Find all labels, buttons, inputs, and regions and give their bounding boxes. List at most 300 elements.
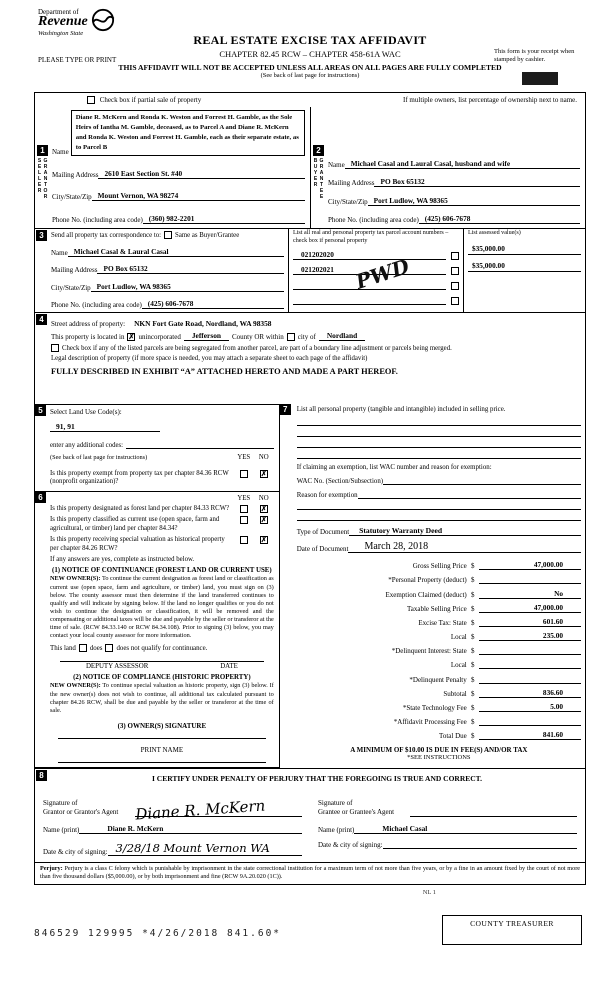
grantee-word: GRANTEE: [318, 158, 325, 200]
parties-section: [35, 107, 585, 229]
segregated-row: [51, 344, 579, 352]
fee-value[interactable]: [479, 574, 581, 584]
grantor-signature-row: [43, 787, 302, 824]
revenue-swirl-icon: [91, 8, 115, 32]
q2-yes-cell: [234, 516, 254, 524]
nonprofit-no-checkbox[interactable]: ✗: [260, 471, 267, 478]
city-of-label: city of: [297, 333, 316, 341]
signature-columns: [35, 785, 585, 858]
s5-yes-no-header: [234, 454, 274, 461]
county-treasurer-box: COUNTY TREASURER: [442, 915, 582, 945]
reason-extra-line-1[interactable]: [297, 500, 581, 510]
dollar-sign: $: [471, 618, 475, 627]
tax-correspondence-section: [35, 229, 585, 313]
dollar-sign: $: [471, 576, 475, 585]
buyer-grantee-label: [313, 158, 325, 200]
parcel-numbers-header: List all real and personal property tax parcel account numbers – check box if personal property: [293, 230, 449, 244]
grantor-signature-field[interactable]: [134, 787, 302, 824]
buyer-city-value[interactable]: Port Ludlow, WA 98365: [368, 196, 580, 206]
fee-row-gross: [297, 556, 581, 570]
county-value[interactable]: Jefferson: [184, 331, 229, 341]
deputy-assessor-labels: [50, 663, 274, 670]
nonprofit-answers: [234, 470, 274, 478]
additional-codes-row: [50, 438, 274, 449]
located-in-label: This property is located in: [51, 333, 125, 341]
seller-phone-value[interactable]: (360) 982-2201: [143, 214, 305, 224]
assessed-values-header: List assessed value(s): [468, 230, 521, 236]
fee-label: Local: [450, 661, 467, 670]
grantee-date-city-value[interactable]: [383, 848, 577, 849]
logo-revenue: Revenue: [38, 14, 88, 29]
section-1-number: 1: [37, 145, 48, 156]
type-of-document-label: Type of Document: [296, 527, 350, 536]
forest-no-checkbox[interactable]: ✗: [260, 506, 267, 513]
seller-side-tab: [35, 107, 50, 228]
city-value[interactable]: Nordland: [319, 331, 365, 341]
seller-city-value[interactable]: Mount Vernon, WA 98274: [92, 191, 305, 201]
located-in-row: [51, 331, 579, 341]
forest-land-answers: [234, 505, 274, 513]
fee-value[interactable]: 235.00: [479, 631, 581, 641]
forest-land-question: Is this property designated as forest land per chapter 84.33 RCW?: [50, 505, 230, 512]
grantor-word: GRANTOR: [42, 158, 49, 200]
s6-yes-no-header: [234, 495, 274, 502]
seller-name-value[interactable]: Diane R. McKern and Ronda K. Weston and Forrest H. Gamble, as the Sole Heirs of Iantha M. Gamble, deceased, as to Parcel A and Diane R. McKern and Ronda K. Weston and Forrest H. Gamble, each as their separate estate, as to Parcel B: [71, 110, 305, 156]
land-use-codes-value[interactable]: 91, 91: [50, 422, 160, 432]
nonprofit-question: Is this property exempt from property tax per chapter 84.36 RCW (nonprofit organization)?: [50, 470, 229, 486]
type-or-print-label: PLEASE TYPE OR PRINT: [38, 56, 117, 64]
corr-city-label: City/State/Zip: [51, 283, 91, 292]
fee-value[interactable]: [479, 716, 581, 726]
grantor-signature-column: [35, 785, 310, 858]
dollar-sign: $: [471, 661, 475, 670]
parcel-row-4: [293, 295, 459, 305]
dollar-sign: $: [471, 604, 475, 613]
reason-extra-line-2[interactable]: [297, 511, 581, 521]
unincorporated-label: unincorporated: [138, 333, 181, 341]
fee-table: [297, 556, 581, 740]
fee-label: *Delinquent Penalty: [409, 675, 467, 684]
land-use-section: [35, 404, 280, 492]
county-or-label: County OR within: [232, 333, 284, 341]
section-4-number: 4: [36, 314, 47, 325]
notice1-text: To continue the current designation as forest land or classification as current use (open space, farm and agriculture, or timber) land, you must sign on (3) below. The county assessor must then determine if the land transferred continues to qualify and will indicate by signing below. If the land no longer qualifies or you do not wish to continue the designation or classification, it will be removed and the compensating or additional taxes will be due and payable by the seller or transferor at the time of sale. (RCW 84.33.140 or RCW 84.34.108). Prior to signing (3) below, you may contact your local county assessor for more information.: [50, 575, 274, 640]
nonprofit-yes-checkbox[interactable]: [240, 470, 248, 478]
partial-sale-checkbox[interactable]: [87, 96, 95, 104]
grantee-sig-label-2: Grantee or Grantee's Agent: [318, 808, 395, 817]
fee-row-processing-fee: [297, 712, 581, 726]
grantee-signature-label: [318, 799, 410, 817]
seller-grantor-label: [37, 158, 49, 200]
fee-label: Gross Selling Price: [412, 562, 467, 571]
s5-yes-header: YES: [237, 454, 251, 462]
see-back-note: (See back of last page for instructions): [260, 72, 360, 79]
type-of-document-row: [297, 526, 581, 536]
fee-value[interactable]: 836.60: [479, 688, 581, 698]
corr-mailing-value[interactable]: PO Box 65132: [97, 264, 284, 274]
q1-yes-cell: [234, 505, 254, 513]
wac-label: WAC No. (Section/Subsection): [296, 477, 384, 485]
fee-label: Excise Tax: State: [418, 618, 467, 627]
corr-phone-label: Phone No. (including area code): [51, 301, 142, 309]
buyer-city-row: [328, 196, 580, 206]
form-header: [34, 6, 586, 92]
s5-see-back-note: (See back of last page for instructions): [50, 454, 148, 462]
street-address-label: Street address of property:: [51, 320, 126, 328]
personal-property-label: List all personal property (tangible and intangible) included in selling price.: [296, 406, 506, 413]
fee-value[interactable]: [479, 674, 581, 684]
perjury-notice: [35, 862, 585, 884]
wac-row: [297, 474, 581, 485]
fee-row-personal-property: [297, 570, 581, 584]
fee-value[interactable]: [479, 645, 581, 655]
notice-continuance-title: (1) NOTICE OF CONTINUANCE (FOREST LAND OR CURRENT USE): [52, 567, 272, 575]
historic-answers: [234, 536, 274, 544]
send-correspondence-row: [51, 231, 284, 239]
dollar-sign: $: [471, 633, 475, 642]
parcel-row-1: [293, 250, 459, 260]
multiple-owners-note: If multiple owners, list percentage of ownership next to name.: [403, 96, 577, 104]
historic-no-checkbox[interactable]: ✗: [260, 537, 267, 545]
same-as-buyer-checkbox[interactable]: [164, 231, 172, 239]
fee-row-delinquent-interest-state: [297, 641, 581, 655]
grantor-signature-script: Diane R. McKern: [134, 796, 266, 824]
grantee-date-city-row: [318, 841, 577, 849]
selling-price-section: [280, 404, 585, 768]
personal-property-line-4[interactable]: [297, 449, 581, 459]
reason-field[interactable]: [358, 489, 581, 499]
handwritten-initials: PWD: [352, 254, 413, 295]
wac-field[interactable]: [383, 475, 581, 485]
deputy-date-label: DATE: [220, 663, 238, 671]
street-address-row: [51, 319, 579, 328]
fee-label: *State Technology Fee: [402, 704, 467, 713]
buyer-name-row: [328, 159, 580, 169]
section-3-number: 3: [36, 230, 47, 241]
section-2-number: 2: [313, 145, 324, 156]
current-use-question-row: [50, 516, 274, 533]
page-footer: [34, 885, 586, 949]
partial-sale-label: Check box if partial sale of property: [99, 95, 202, 104]
seller-mailing-value[interactable]: 2610 East Section St. #40: [98, 169, 305, 179]
form-body: [34, 92, 586, 885]
grantee-name-print-value[interactable]: Michael Casal: [354, 824, 577, 834]
grantee-signature-field[interactable]: [410, 787, 577, 817]
current-use-no-checkbox[interactable]: ✗: [260, 517, 267, 525]
dollar-sign: $: [471, 562, 475, 571]
continuance-line: [50, 644, 274, 652]
dollar-sign: $: [471, 704, 475, 713]
does-checkbox[interactable]: [79, 644, 87, 652]
s5-no-header: NO: [258, 454, 269, 462]
partial-sale-row: [35, 93, 585, 107]
left-column: [35, 404, 280, 768]
fee-row-technology-fee: [297, 698, 581, 712]
cashier-stamp-mark: [522, 72, 558, 85]
buyer-mailing-label: Mailing Address: [328, 179, 375, 187]
buyer-side-tab: [311, 107, 326, 228]
grantor-sig-label-2: Grantor or Grantor's Agent: [43, 808, 119, 817]
reason-label: Reason for exemption: [296, 491, 358, 499]
buyer-spacer: [328, 110, 580, 150]
fee-row-subtotal: [297, 684, 581, 698]
fee-label: Local: [450, 633, 467, 642]
parcel-4-personal-checkbox[interactable]: [451, 297, 459, 305]
city-checkbox[interactable]: [287, 333, 295, 341]
property-location-section: [35, 313, 585, 380]
buyer-section: [310, 107, 585, 228]
send-correspondence-label: Send all property tax correspondence to:: [51, 231, 162, 239]
same-as-buyer-label: Same as Buyer/Grantee: [175, 231, 240, 239]
date-of-document-row: [297, 541, 581, 553]
does-not-checkbox[interactable]: [105, 644, 113, 652]
nonprofit-yes-cell: [234, 470, 254, 478]
continuance-pre: This land: [50, 644, 76, 652]
additional-codes-label: enter any additional codes:: [50, 441, 124, 449]
grantee-name-print-row: [318, 824, 577, 834]
historic-question-row: [50, 536, 274, 553]
perjury-lead: Perjury:: [40, 864, 63, 872]
s6-yes-header: YES: [237, 495, 251, 502]
seller-fields: [50, 107, 310, 228]
additional-codes-field[interactable]: [126, 439, 274, 449]
certify-statement: I CERTIFY UNDER PENALTY OF PERJURY THAT THE FOREGOING IS TRUE AND CORRECT.: [151, 773, 482, 783]
grantor-signature-label: [43, 799, 135, 817]
grantor-date-city-script: 3/28/18 Mount Vernon WA: [115, 840, 270, 855]
corr-mailing-row: [51, 264, 284, 274]
grantor-name-print-row: [43, 824, 302, 834]
minimum-due-note: A MINIMUM OF $10.00 IS DUE IN FEE(S) AND/OR TAX: [350, 746, 528, 755]
perjury-body: Perjury is a class C felony which is punishable by imprisonment in the state correctional institution for a maximum term of not more than five years, or by a fine in an amount fixed by the court of not more than five thousand dollars ($5,000.00), or by both imprisonment and fine (RCW 9A.20.020 (1C)).: [40, 864, 580, 880]
dollar-sign: $: [471, 590, 475, 599]
assessed-value-1[interactable]: $35,000.00: [468, 244, 581, 255]
legal-description-value[interactable]: FULLY DESCRIBED IN EXHIBIT “A” ATTACHED HERETO AND MADE A PART HEREOF.: [51, 367, 398, 376]
correspondence-column: [35, 229, 288, 312]
q1-no-cell: [254, 505, 274, 513]
section-7-number: 7: [280, 404, 291, 415]
does-not-label: does not qualify for continuance.: [116, 644, 208, 652]
fee-value[interactable]: No: [479, 589, 581, 599]
fee-value[interactable]: [479, 659, 581, 669]
forest-land-question-row: [50, 505, 274, 513]
corr-mailing-label: Mailing Address: [51, 266, 98, 274]
buyer-phone-label: Phone No. (including area code): [328, 216, 419, 224]
dollar-sign: $: [471, 732, 475, 741]
fee-label: Subtotal: [443, 689, 467, 698]
section-6-number: 6: [35, 492, 46, 503]
fee-label: *Affidavit Processing Fee: [393, 718, 467, 727]
section-5-number: 5: [35, 405, 46, 416]
deputy-assessor-signature-line[interactable]: [60, 661, 264, 662]
corr-name-value[interactable]: Michael Casal & Laural Casal: [68, 247, 284, 257]
parcel-2-personal-checkbox[interactable]: [451, 267, 459, 275]
deputy-assessor-label: DEPUTY ASSESSOR: [85, 663, 149, 671]
fee-row-exemption-claimed: [297, 584, 581, 598]
land-use-label: Select Land Use Code(s):: [50, 408, 122, 416]
dor-logo-text: [38, 8, 88, 37]
section-8-number: 8: [36, 770, 47, 781]
seller-phone-row: [52, 214, 305, 224]
fee-value[interactable]: 841.60: [479, 730, 581, 740]
q3-no-cell: [254, 536, 274, 544]
logo-department-of: Department of: [38, 8, 79, 16]
corr-city-row: [51, 282, 284, 292]
unincorporated-checkbox[interactable]: ✗: [128, 334, 135, 341]
dollar-sign: $: [471, 675, 475, 684]
whitespace-gap: [35, 380, 585, 404]
historic-yes-checkbox[interactable]: [240, 536, 248, 544]
fee-row-total-due: [297, 726, 581, 740]
date-of-document-label: Date of Document: [296, 544, 349, 553]
buyer-word: BUYER: [312, 158, 319, 188]
current-use-yes-checkbox[interactable]: [240, 516, 248, 524]
seller-mailing-row: [52, 169, 305, 179]
buyer-city-label: City/State/Zip: [328, 197, 368, 206]
parcel-3-personal-checkbox[interactable]: [451, 282, 459, 290]
parcel-1-number[interactable]: 021202020: [293, 250, 446, 260]
logo-washington-state: Washington State: [38, 30, 84, 37]
fee-row-excise-local: [297, 627, 581, 641]
parcel-1-personal-checkbox[interactable]: [451, 252, 459, 260]
buyer-name-label: Name: [328, 160, 345, 169]
notice2-lead: NEW OWNER(S):: [50, 682, 101, 690]
nonprofit-question-row: [50, 470, 274, 487]
buyer-phone-value[interactable]: (425) 606-7678: [419, 214, 580, 224]
grantee-sig-label-1: Signature of: [318, 799, 353, 808]
grantor-name-print-value[interactable]: Diane R. McKern: [79, 824, 302, 834]
page-mark: NL 1: [422, 889, 436, 897]
s5-yes-no-header-row: [50, 454, 274, 461]
nonprofit-no-cell: [254, 470, 274, 478]
fee-row-excise-state: [297, 613, 581, 627]
parcel-numbers-column: [288, 229, 464, 312]
q3-yes-cell: [234, 536, 254, 544]
buyer-name-value[interactable]: Michael Casal and Laural Casal, husband and wife: [345, 159, 580, 169]
grantor-name-print-label: Name (print): [43, 825, 80, 834]
page-title: REAL ESTATE EXCISE TAX AFFIDAVIT: [193, 33, 427, 47]
fee-value[interactable]: 601.60: [479, 617, 581, 627]
seller-name-area: [52, 110, 305, 156]
fee-label: *Delinquent Interest: State: [391, 647, 467, 656]
historic-question: Is this property receiving special valuation as historical property per chapter 84.26 RCW?: [50, 536, 225, 552]
dollar-sign: $: [471, 647, 475, 656]
buyer-phone-row: [328, 214, 580, 224]
exemption-label: If claiming an exemption, list WAC number and reason for exemption:: [296, 463, 492, 471]
if-yes-note: If any answers are yes, complete as instructed below.: [50, 556, 195, 564]
segregated-checkbox[interactable]: [51, 344, 59, 352]
fee-label: *Personal Property (deduct): [388, 576, 467, 585]
fee-row-delinquent-interest-local: [297, 655, 581, 669]
receipt-note: This form is your receipt when stamped by cashier.: [494, 48, 575, 64]
grantor-sig-label-1: Signature of: [43, 799, 78, 808]
designation-section: [35, 492, 280, 768]
assessed-value-2[interactable]: $35,000.00: [468, 261, 581, 272]
grantor-date-city-row: [43, 841, 302, 856]
current-use-answers: [234, 516, 274, 524]
type-of-document-value[interactable]: Statutory Warranty Deed: [349, 526, 581, 536]
notice1-lead: NEW OWNER(S):: [50, 575, 101, 583]
notice-compliance-body: [50, 682, 274, 715]
legal-description-row: [51, 355, 579, 362]
fee-label: Exemption Claimed (deduct): [385, 590, 467, 599]
seller-city-row: [52, 191, 305, 201]
q2-no-cell: [254, 516, 274, 524]
grantee-date-city-label: Date & city of signing:: [318, 840, 383, 849]
fee-value[interactable]: 5.00: [479, 702, 581, 712]
owners-signature-label: (3) OWNER(S) SIGNATURE: [117, 721, 207, 730]
fee-value[interactable]: 47,000.00: [479, 560, 581, 570]
grantee-signature-column: [310, 785, 585, 858]
seller-section: [35, 107, 310, 228]
buyer-fields: [326, 107, 585, 228]
corr-phone-row: [51, 299, 284, 309]
street-address-value[interactable]: NKN Fort Gate Road, Nordland, WA 98358: [134, 319, 272, 328]
does-label: does: [89, 644, 103, 652]
corr-name-label: Name: [51, 248, 68, 257]
corr-name-row: [51, 247, 284, 257]
chapter-line: CHAPTER 82.45 RCW – CHAPTER 458-61A WAC: [219, 49, 401, 59]
notice2-text: To continue special valuation as historic property, sign (3) below. If the new owner(s) does not wish to continue, all additional tax calculated pursuant to chapter 84.26 RCW, shall be due and payable by the seller or transferor at the time of sale.: [50, 682, 274, 714]
fee-row-delinquent-penalty: [297, 669, 581, 683]
buyer-mailing-value[interactable]: PO Box 65132: [374, 177, 580, 187]
certification-section: [35, 768, 585, 862]
dollar-sign: $: [471, 718, 475, 727]
parcel-4-number[interactable]: [293, 295, 446, 305]
notice-continuance-body: [50, 575, 274, 640]
lower-columns: [35, 404, 585, 768]
parcel-2-number[interactable]: 021202021: [293, 265, 446, 275]
s6-yes-no-header-row: [50, 495, 274, 502]
seller-city-label: City/State/Zip: [52, 193, 92, 202]
buyer-mailing-row: [328, 177, 580, 187]
corr-city-value[interactable]: Port Ludlow, WA 98365: [91, 282, 284, 292]
corr-phone-value[interactable]: (425) 606-7678: [142, 299, 284, 309]
s6-no-header: NO: [258, 495, 269, 502]
fee-row-taxable: [297, 599, 581, 613]
owners-signature-line[interactable]: [58, 738, 266, 739]
personal-property-line-1[interactable]: [297, 416, 581, 426]
dor-logo: [38, 8, 115, 37]
current-use-question: Is this property classified as current use (open space, farm and agricultural, or timber) land per chapter 84.34?: [50, 516, 220, 532]
fee-label: Taxable Selling Price: [406, 604, 467, 613]
see-instructions-note: *SEE INSTRUCTIONS: [407, 754, 471, 762]
segregated-label: Check box if any of the listed parcels are being segregated from another parcel, are part of a boundary line adjustment or parcels being merged.: [62, 345, 452, 352]
cashier-receipt-stamp: 846529 129995 *4/26/2018 841.60*: [34, 928, 282, 940]
notice-compliance-title: (2) NOTICE OF COMPLIANCE (HISTORIC PROPERTY): [73, 674, 251, 682]
dollar-sign: $: [471, 689, 475, 698]
assessed-values-column: [464, 229, 585, 312]
personal-property-line-2[interactable]: [297, 427, 581, 437]
grantee-name-print-label: Name (print): [318, 825, 355, 834]
completion-warning: THIS AFFIDAVIT WILL NOT BE ACCEPTED UNLESS ALL AREAS ON ALL PAGES ARE FULLY COMPLETED: [118, 63, 502, 72]
grantee-signature-row: [318, 787, 577, 817]
personal-property-line-3[interactable]: [297, 438, 581, 448]
seller-mailing-label: Mailing Address: [52, 170, 99, 179]
fee-label: Total Due: [439, 732, 467, 741]
print-name-label: PRINT NAME: [140, 745, 184, 754]
date-of-document-value[interactable]: March 28, 2018: [348, 541, 581, 553]
forest-yes-checkbox[interactable]: [240, 505, 248, 513]
fee-value[interactable]: 47,000.00: [479, 603, 581, 613]
print-name-line[interactable]: [58, 762, 266, 763]
seller-word: SELLER: [36, 158, 43, 194]
grantor-date-city-label: Date & city of signing:: [43, 847, 108, 856]
grantor-date-city-value[interactable]: [108, 841, 302, 856]
legal-description-label: Legal description of property (if more space is needed, you may attach a separate sheet to each page of the affidavit): [51, 355, 368, 362]
seller-phone-label: Phone No. (including area code): [52, 215, 143, 224]
seller-name-label: Name: [52, 148, 69, 157]
reason-row: [297, 488, 581, 499]
